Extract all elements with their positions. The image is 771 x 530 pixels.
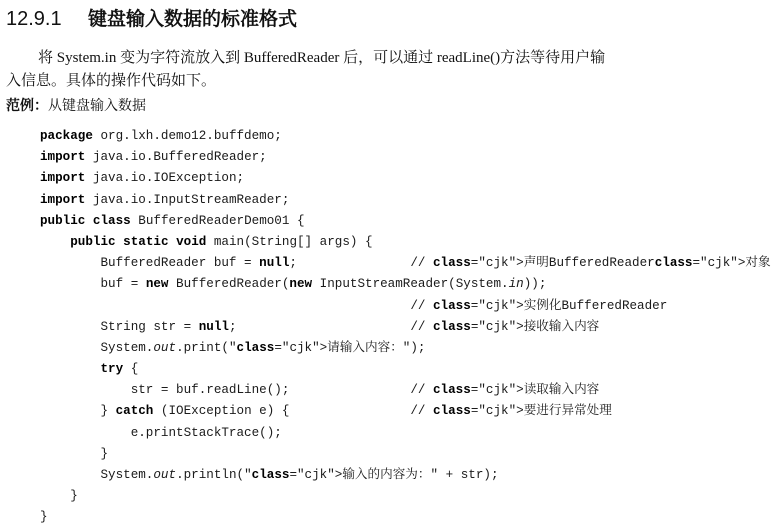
body-paragraph-line-1: 将 System.in 变为字符流放入到 BufferedReader 后，可以通过 readLine()方法等待用户输 [38,50,606,66]
code-line: import java.io.BufferedReader; [40,150,267,165]
code-line: import java.io.IOException; [40,171,245,186]
example-title: 从键盘输入数据 [48,98,146,114]
code-line: BufferedReader buf = null; // class="cjk">声明BufferedReaderclass="cjk">对象 [40,256,771,271]
code-line: // class="cjk">实例化BufferedReader [40,298,668,313]
code-line: e.printStackTrace(); [40,425,282,440]
code-line: package org.lxh.demo12.buffdemo; [40,129,282,143]
code-line: } [40,489,78,504]
code-line: try { [100,362,139,377]
code-listing [40,126,771,529]
code-line: String str = null; // class="cjk">接收输入内容 [40,319,600,334]
code-line: public static void main(String[] args) { [70,234,373,249]
code-line: import java.io.InputStreamReader; [40,192,290,207]
code-line: buf = new BufferedReader(new InputStreamReader(System.in)); [40,277,547,292]
section-title: 键盘输入数据的标准格式 [88,8,298,30]
code-line: System.out.print("class="cjk">请输入内容："); [40,340,426,355]
section-number: 12.9.1 [6,8,62,30]
section-heading [6,5,297,33]
body-paragraph-line-2: 入信息。具体的操作代码如下。 [6,73,217,89]
code-line: } catch (IOException e) { // class="cjk">要进行异常处理 [40,404,612,419]
code-line: } [40,510,48,525]
example-label: 范例： [6,98,48,114]
code-line: } [40,446,109,461]
example-caption [6,95,146,117]
code-line: str = buf.readLine(); // class="cjk">读取输入内容 [40,383,600,398]
code-line: System.out.println("class="cjk">输入的内容为：" + str); [40,468,499,482]
code-line: public class BufferedReaderDemo01 { [40,213,305,228]
